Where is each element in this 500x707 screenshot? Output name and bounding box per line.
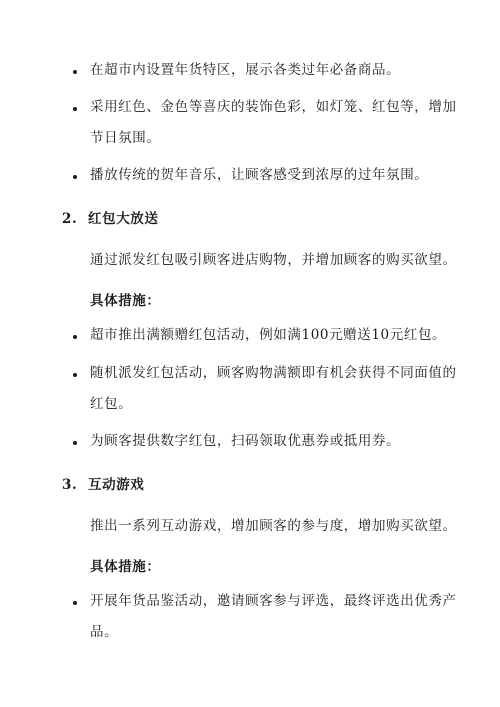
list-item-line: 节日氛围。 <box>90 130 161 146</box>
section-title: 互动游戏 <box>88 477 145 493</box>
list-item-line: 在超市内设置年货特区，展示各类过年必备商品。 <box>90 62 401 78</box>
list-item-text <box>90 92 470 154</box>
section-number: 3. <box>62 477 78 493</box>
list-item-line: 红包。 <box>90 396 133 412</box>
list-item-line: 采用红色、金色等喜庆的装饰色彩，如灯笼、红包等，增加 <box>90 99 457 115</box>
section-number: 2. <box>62 211 78 227</box>
section-intro: 通过派发红包吸引顾客进店购物，并增加顾客的购买欲望。 <box>90 252 457 268</box>
list-item-line: 播放传统的贺年音乐，让顾客感受到浓厚的过年氛围。 <box>90 167 429 183</box>
list-item-text <box>90 160 470 191</box>
section-intro: 推出一系列互动游戏，增加顾客的参与度，增加购买欲望。 <box>90 518 457 534</box>
bullet-dot <box>73 601 77 605</box>
list-item-text <box>90 55 470 86</box>
bullet-dot <box>73 107 77 111</box>
measures-label: 具体措施： <box>90 293 161 309</box>
list-item-text <box>90 426 470 457</box>
bullet-dot <box>73 175 77 179</box>
measures-label: 具体措施： <box>90 559 161 575</box>
section-heading <box>62 473 144 493</box>
list-item-line: 随机派发红包活动，顾客购物满额即有机会获得不同面值的 <box>90 365 457 381</box>
section-title: 红包大放送 <box>88 211 159 227</box>
list-item-line: 为顾客提供数字红包，扫码领取优惠券或抵用券。 <box>90 433 401 449</box>
list-item-text <box>90 586 470 648</box>
bullet-dot <box>73 335 77 339</box>
list-item-text <box>90 358 470 420</box>
list-item-line: 品。 <box>90 624 119 640</box>
bullet-dot <box>73 441 77 445</box>
list-item-line: 开展年货品鉴活动，邀请顾客参与评选，最终评选出优秀产 <box>90 593 457 609</box>
section-heading <box>62 207 159 227</box>
list-item-line: 超市推出满额赠红包活动，例如满100元赠送10元红包。 <box>90 327 447 343</box>
list-item-text <box>90 320 470 351</box>
bullet-dot <box>73 373 77 377</box>
bullet-dot <box>73 70 77 74</box>
